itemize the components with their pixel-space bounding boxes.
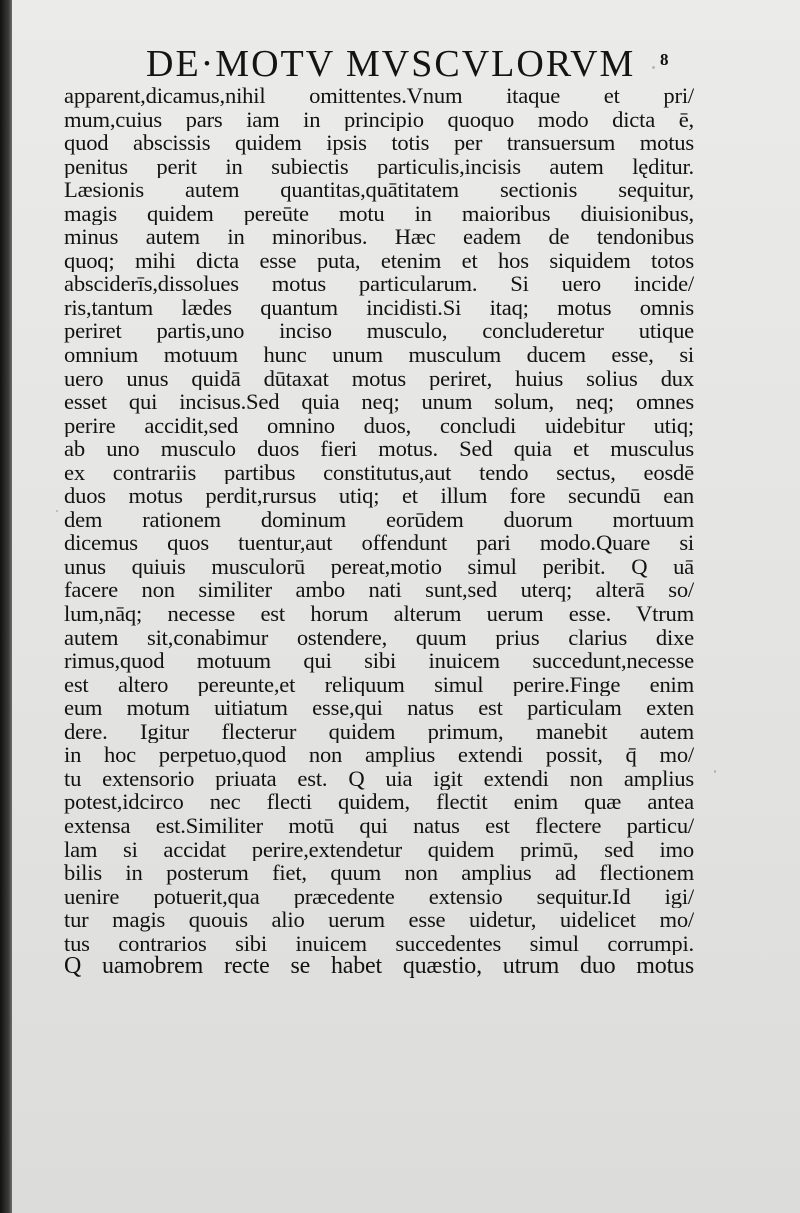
text-line: tu extensorio priuata est. Q uia igit extendi non amplius	[64, 766, 694, 791]
text-line: eum motum uitiatum esse,qui natus est particulam exten	[64, 696, 694, 720]
text-line: quod abscissis quidem ipsis totis per transuersum motus	[64, 131, 694, 155]
paper-speck	[714, 770, 716, 773]
text-line: dem rationem dominum eorūdem duorum mortuum	[64, 507, 694, 532]
text-line: tur magis quouis alio uerum esse uidetur, uidelicet mo/	[64, 908, 694, 932]
text-line: omnium motuum hunc unum musculum ducem esse, si	[64, 343, 694, 367]
text-line: tus contrarios sibi inuicem succedentes simul corrumpi.	[64, 931, 694, 956]
text-line: quoq; mihi dicta esse puta, etenim et hos siquidem totos	[64, 248, 694, 273]
text-line: duos motus perdit,rursus utiq; et illum fore secundū ean	[64, 484, 694, 508]
text-line: ex contrariis partibus constitutus,aut tendo sectus, eosdē	[64, 460, 694, 485]
text-line: dere. Igitur flecterur quidem primum, manebit autem	[64, 719, 694, 744]
text-line: perire accidit,sed omnino duos, concludi uidebitur utiq;	[64, 413, 694, 438]
text-line: potest,idcirco nec flecti quidem, flectit enim quæ antea	[64, 790, 694, 814]
text-line: magis quidem pereūte motu in maioribus diuisionibus,	[64, 201, 694, 226]
text-line: esset qui incisus.Sed quia neq; unum solum, neq; omnes	[64, 390, 694, 414]
text-line: est altero pereunte,et reliquum simul perire.Finge enim	[64, 672, 694, 697]
text-line: minus autem in minoribus. Hæc eadem de tendonibus	[64, 225, 694, 249]
text-line: unus quiuis musculorū pereat,motio simul peribit. Q uā	[64, 554, 694, 579]
running-title: DE·MOTV MVSCVLORVM	[146, 43, 636, 85]
text-line: in hoc perpetuo,quod non amplius extendi possit, q̄ mo/	[64, 743, 694, 767]
text-line: Læsionis autem quantitas,quātitatem sectionis sequitur,	[64, 178, 694, 202]
text-line: bilis in posterum fiet, quum non amplius ad flectionem	[64, 861, 694, 885]
paper-speck	[652, 66, 655, 69]
text-line: uero unus quidā dūtaxat motus periret, huius solius dux	[64, 366, 694, 391]
text-line: Q uamobrem recte se habet quæstio, utrum duo motus	[64, 955, 694, 979]
text-line: periret partis,uno inciso musculo, concluderetur utique	[64, 319, 694, 344]
text-line: uenire potuerit,qua præcedente extensio sequitur.Id igi/	[64, 884, 694, 909]
text-line: ris,tantum lædes quantum incidisti.Si itaq; motus omnis	[64, 295, 694, 320]
text-line: ab uno musculo duos fieri motus. Sed quia et musculus	[64, 437, 694, 461]
text-line: extensa est.Similiter motū qui natus est flectere particu/	[64, 813, 694, 838]
text-line: absciderīs,dissolues motus particularum. Si uero incide/	[64, 272, 694, 296]
text-line: rimus,quod motuum qui sibi inuicem succedunt,necesse	[64, 649, 694, 673]
text-line: lam si accidat perire,extendetur quidem primū, sed imo	[64, 837, 694, 862]
text-line: mum,cuius pars iam in principio quoquo modo dicta ē,	[64, 107, 694, 132]
book-page	[12, 0, 800, 1213]
text-line: lum,nāq; necesse est horum alterum uerum esse. Vtrum	[64, 602, 694, 626]
text-line: autem sit,conabimur ostendere, quum prius clarius dixe	[64, 625, 694, 650]
text-line: penitus perit in subiectis particulis,incisis autem lęditur.	[64, 154, 694, 179]
text-line: facere non similiter ambo nati sunt,sed uterq; alterā so/	[64, 578, 694, 603]
text-line: apparent,dicamus,nihil omittentes.Vnum itaque et pri/	[64, 84, 694, 108]
text-line: dicemus quos tuentur,aut offendunt pari modo.Quare si	[64, 531, 694, 555]
folio-number: 8	[660, 50, 669, 69]
body-text	[64, 84, 694, 979]
paper-speck	[56, 510, 58, 512]
